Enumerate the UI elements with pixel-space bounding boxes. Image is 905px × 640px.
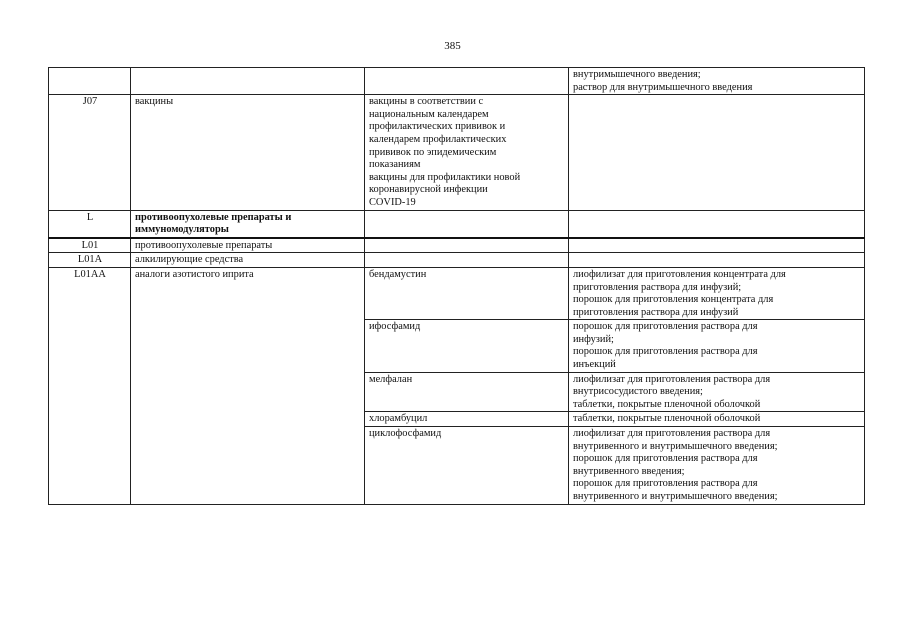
inn-line: национальным календарем [369,108,489,120]
table-row [49,238,865,253]
inn-cell: бендамустин [365,267,569,319]
dosage-form-line: порошок для приготовления раствора для [573,453,758,465]
dosage-form-line: приготовления раствора для инфузий [573,306,739,318]
inn-cell [365,210,569,238]
inn-line: показаниям [369,159,421,171]
group-cell: алкилирующие средства [131,253,365,268]
inn-line: коронавирусной инфекции [369,184,488,196]
dosage-form-cell [569,68,865,95]
dosage-form-cell [569,210,865,238]
inn-cell: ифосфамид [365,320,569,372]
group-cell: противоопухолевые препараты [131,238,365,253]
dosage-form-line: раствор для внутримышечного введения [573,81,753,93]
inn-line: вакцины в соответствии с [369,96,484,108]
table-row [49,253,865,268]
inn-cell: хлорамбуцил [365,412,569,427]
inn-line: вакцины для профилактики новой [369,171,521,183]
dosage-form-line: внутривенного введения; [573,465,685,477]
dosage-form-cell [569,320,865,372]
group-cell: вакцины [131,95,365,210]
drug-table [48,67,865,505]
table-row [49,68,865,95]
inn-line: COVID-19 [369,196,416,208]
dosage-form-cell [569,253,865,268]
inn-cell [365,238,569,253]
atc-code-cell: L [49,210,131,238]
dosage-form-line: порошок для приготовления раствора для [573,478,758,490]
group-cell: противоопухолевые препараты и иммуномодуляторы [131,210,365,238]
dosage-form-line: внутримышечного введения; [573,69,701,80]
inn-line: прививок по эпидемическим [369,146,497,158]
table-row [49,95,865,210]
page-number: 385 [444,40,461,52]
dosage-form-line: инфузий; [573,333,614,345]
dosage-form-cell [569,427,865,505]
dosage-form-line: внутривенного и внутримышечного введения; [573,491,778,502]
dosage-form-line: внутрисосудистого введения; [573,386,703,398]
inn-cell [365,95,569,210]
dosage-form-line: внутривенного и внутримышечного введения; [573,440,778,452]
atc-code-cell [49,68,131,95]
dosage-form-line: порошок для приготовления раствора для [573,321,758,333]
inn-line: профилактических прививок и [369,121,506,133]
dosage-form-line: таблетки, покрытые пленочной оболочкой [573,398,761,410]
inn-cell [365,68,569,95]
table-row [49,210,865,238]
inn-line: календарем профилактических [369,133,507,145]
inn-cell: мелфалан [365,372,569,412]
atc-code-cell: J07 [49,95,131,210]
dosage-form-line: лиофилизат для приготовления концентрата для [573,268,786,280]
dosage-form-cell [569,372,865,412]
dosage-form-line: инъекций [573,359,616,371]
group-cell [131,68,365,95]
dosage-form-line: таблетки, покрытые пленочной оболочкой [573,413,761,425]
dosage-form-cell [569,95,865,210]
dosage-form-cell [569,267,865,319]
dosage-form-cell [569,238,865,253]
group-cell: аналоги азотистого иприта [131,267,365,504]
atc-code-cell: L01A [49,253,131,268]
dosage-form-line: порошок для приготовления раствора для [573,346,758,358]
dosage-form-line: лиофилизат для приготовления раствора для [573,428,771,440]
table-row [49,267,865,319]
dosage-form-line: лиофилизат для приготовления раствора для [573,373,771,385]
dosage-form-line: порошок для приготовления концентрата для [573,294,774,306]
atc-code-cell: L01 [49,238,131,253]
inn-cell: циклофосфамид [365,427,569,505]
dosage-form-line: приготовления раствора для инфузий; [573,281,742,293]
dosage-form-cell [569,412,865,427]
inn-cell [365,253,569,268]
atc-code-cell: L01AA [49,267,131,504]
